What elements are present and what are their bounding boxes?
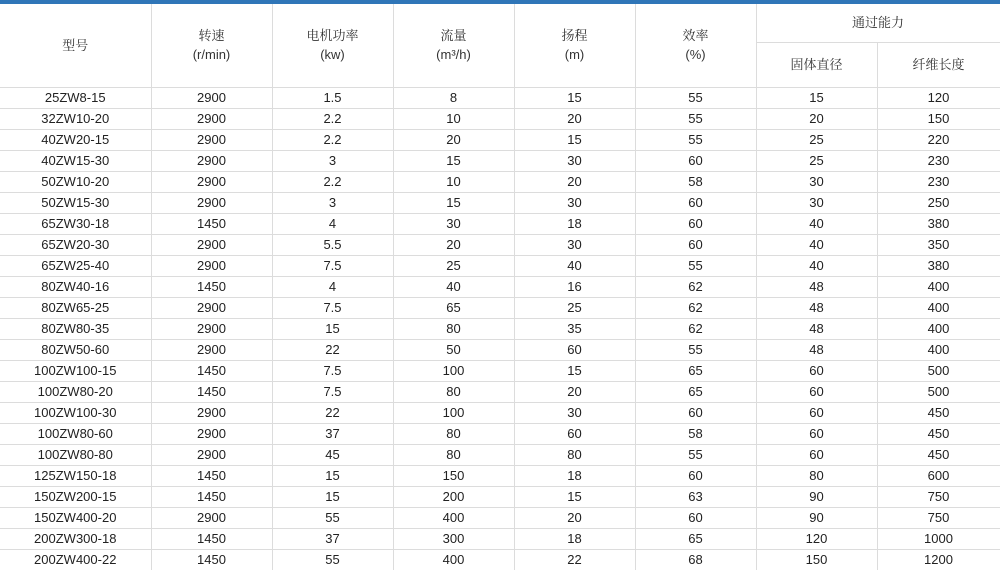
table-cell: 120 [756, 528, 877, 549]
table-cell: 32ZW10-20 [0, 108, 151, 129]
table-cell: 2900 [151, 129, 272, 150]
table-cell: 100ZW100-15 [0, 360, 151, 381]
table-cell: 100ZW80-80 [0, 444, 151, 465]
column-header-unit: (r/min) [192, 47, 231, 63]
table-row [0, 465, 1000, 486]
table-cell: 25 [393, 255, 514, 276]
table-row [0, 402, 1000, 423]
table-cell: 65 [635, 381, 756, 402]
table-cell: 40ZW20-15 [0, 129, 151, 150]
table-cell: 100ZW80-60 [0, 423, 151, 444]
table-cell: 50ZW15-30 [0, 192, 151, 213]
table-cell: 1450 [151, 276, 272, 297]
table-cell: 7.5 [272, 255, 393, 276]
table-cell: 2900 [151, 423, 272, 444]
table-cell: 55 [635, 444, 756, 465]
table-cell: 60 [756, 444, 877, 465]
table-cell: 100ZW80-20 [0, 381, 151, 402]
table-cell: 50ZW10-20 [0, 171, 151, 192]
table-header [0, 4, 1000, 87]
column-header-motor-power [272, 4, 393, 87]
table-cell: 5.5 [272, 234, 393, 255]
table-cell: 25ZW8-15 [0, 87, 151, 108]
table-cell: 40 [756, 213, 877, 234]
table-cell: 37 [272, 423, 393, 444]
table-cell: 40 [514, 255, 635, 276]
table-cell: 2.2 [272, 171, 393, 192]
table-row [0, 444, 1000, 465]
table-cell: 65 [635, 528, 756, 549]
table-cell: 60 [635, 234, 756, 255]
column-header-label: 转速 [198, 28, 225, 44]
table-cell: 100 [393, 402, 514, 423]
table-row [0, 297, 1000, 318]
table-cell: 58 [635, 171, 756, 192]
table-cell: 40 [756, 255, 877, 276]
table-cell: 1200 [877, 549, 1000, 570]
column-header-flow [393, 4, 514, 87]
table-cell: 2900 [151, 255, 272, 276]
table-cell: 400 [393, 507, 514, 528]
table-cell: 230 [877, 171, 1000, 192]
table-cell: 1000 [877, 528, 1000, 549]
table-cell: 2.2 [272, 108, 393, 129]
table-cell: 100 [393, 360, 514, 381]
table-cell: 200ZW300-18 [0, 528, 151, 549]
table-cell: 60 [635, 402, 756, 423]
table-cell: 30 [514, 234, 635, 255]
table-cell: 7.5 [272, 360, 393, 381]
table-cell: 30 [514, 192, 635, 213]
column-header-head [514, 4, 635, 87]
table-cell: 60 [635, 465, 756, 486]
table-cell: 48 [756, 318, 877, 339]
table-cell: 100ZW100-30 [0, 402, 151, 423]
table-cell: 400 [877, 339, 1000, 360]
table-cell: 150 [877, 108, 1000, 129]
table-cell: 60 [635, 192, 756, 213]
table-cell: 7.5 [272, 381, 393, 402]
column-group-header-passing-capacity: 通过能力 [756, 4, 1000, 42]
table-cell: 4 [272, 276, 393, 297]
table-cell: 2900 [151, 507, 272, 528]
table-cell: 55 [272, 549, 393, 570]
header-row-top [0, 4, 1000, 42]
table-cell: 15 [514, 360, 635, 381]
column-header-model [0, 4, 151, 87]
column-header-unit: (kw) [320, 47, 345, 63]
table-cell: 380 [877, 213, 1000, 234]
table-row [0, 129, 1000, 150]
table-cell: 60 [635, 213, 756, 234]
table-cell: 60 [756, 360, 877, 381]
table-cell: 20 [514, 381, 635, 402]
table-cell: 60 [756, 381, 877, 402]
table-cell: 60 [635, 150, 756, 171]
table-cell: 2900 [151, 318, 272, 339]
table-cell: 30 [514, 150, 635, 171]
table-cell: 30 [756, 171, 877, 192]
table-cell: 15 [272, 318, 393, 339]
table-cell: 25 [514, 297, 635, 318]
table-cell: 55 [272, 507, 393, 528]
table-cell: 230 [877, 150, 1000, 171]
table-cell: 450 [877, 444, 1000, 465]
table-cell: 80ZW50-60 [0, 339, 151, 360]
table-cell: 750 [877, 486, 1000, 507]
table-cell: 55 [635, 108, 756, 129]
table-cell: 25 [756, 129, 877, 150]
table-cell: 62 [635, 276, 756, 297]
table-cell: 80 [514, 444, 635, 465]
column-header-label: 型号 [62, 37, 89, 53]
table-cell: 120 [877, 87, 1000, 108]
table-cell: 2900 [151, 297, 272, 318]
table-cell: 15 [393, 150, 514, 171]
table-cell: 18 [514, 528, 635, 549]
table-cell: 25 [756, 150, 877, 171]
table-cell: 400 [393, 549, 514, 570]
table-cell: 80 [393, 318, 514, 339]
table-cell: 80 [393, 381, 514, 402]
table-cell: 1450 [151, 381, 272, 402]
table-cell: 15 [514, 129, 635, 150]
table-row [0, 549, 1000, 570]
table-cell: 80 [393, 423, 514, 444]
table-cell: 400 [877, 297, 1000, 318]
table-cell: 1450 [151, 549, 272, 570]
table-cell: 2900 [151, 402, 272, 423]
table-cell: 1450 [151, 465, 272, 486]
table-cell: 150 [393, 465, 514, 486]
table-row [0, 171, 1000, 192]
table-cell: 20 [514, 108, 635, 129]
table-row [0, 150, 1000, 171]
table-cell: 55 [635, 339, 756, 360]
table-cell: 250 [877, 192, 1000, 213]
table-cell: 20 [393, 129, 514, 150]
table-cell: 22 [272, 402, 393, 423]
table-row [0, 87, 1000, 108]
table-cell: 18 [514, 465, 635, 486]
table-cell: 62 [635, 318, 756, 339]
table-cell: 350 [877, 234, 1000, 255]
table-cell: 125ZW150-18 [0, 465, 151, 486]
pump-spec-table [0, 4, 1000, 570]
table-cell: 500 [877, 360, 1000, 381]
table-cell: 80 [756, 465, 877, 486]
table-cell: 40ZW15-30 [0, 150, 151, 171]
column-header-fiber-length: 纤维长度 [877, 42, 1000, 87]
table-cell: 20 [393, 234, 514, 255]
table-cell: 15 [272, 486, 393, 507]
table-cell: 2.2 [272, 129, 393, 150]
table-row [0, 192, 1000, 213]
table-cell: 450 [877, 423, 1000, 444]
column-header-unit: (m³/h) [436, 47, 471, 63]
table-row [0, 486, 1000, 507]
table-cell: 80ZW80-35 [0, 318, 151, 339]
table-cell: 65 [393, 297, 514, 318]
table-cell: 60 [514, 339, 635, 360]
table-cell: 18 [514, 213, 635, 234]
table-cell: 2900 [151, 150, 272, 171]
table-cell: 80ZW65-25 [0, 297, 151, 318]
table-cell: 750 [877, 507, 1000, 528]
table-cell: 60 [756, 402, 877, 423]
table-cell: 30 [393, 213, 514, 234]
table-cell: 2900 [151, 192, 272, 213]
table-cell: 22 [272, 339, 393, 360]
table-cell: 80 [393, 444, 514, 465]
table-cell: 37 [272, 528, 393, 549]
table-cell: 60 [756, 423, 877, 444]
table-row [0, 423, 1000, 444]
table-row [0, 255, 1000, 276]
table-cell: 200ZW400-22 [0, 549, 151, 570]
table-cell: 500 [877, 381, 1000, 402]
table-cell: 600 [877, 465, 1000, 486]
table-cell: 68 [635, 549, 756, 570]
column-header-unit: (%) [685, 47, 706, 63]
table-cell: 80ZW40-16 [0, 276, 151, 297]
table-cell: 50 [393, 339, 514, 360]
table-cell: 1450 [151, 213, 272, 234]
table-cell: 58 [635, 423, 756, 444]
table-cell: 380 [877, 255, 1000, 276]
table-cell: 20 [514, 171, 635, 192]
table-cell: 90 [756, 507, 877, 528]
table-cell: 15 [272, 465, 393, 486]
table-cell: 20 [514, 507, 635, 528]
table-cell: 35 [514, 318, 635, 339]
table-cell: 15 [756, 87, 877, 108]
table-cell: 15 [514, 486, 635, 507]
table-row [0, 318, 1000, 339]
table-cell: 30 [756, 192, 877, 213]
table-cell: 65 [635, 360, 756, 381]
table-cell: 65ZW30-18 [0, 213, 151, 234]
table-cell: 65ZW25-40 [0, 255, 151, 276]
table-cell: 2900 [151, 339, 272, 360]
table-cell: 16 [514, 276, 635, 297]
table-cell: 62 [635, 297, 756, 318]
table-body [0, 87, 1000, 570]
table-cell: 22 [514, 549, 635, 570]
table-cell: 200 [393, 486, 514, 507]
table-cell: 55 [635, 255, 756, 276]
table-cell: 8 [393, 87, 514, 108]
table-cell: 48 [756, 297, 877, 318]
column-header-label: 效率 [682, 28, 709, 44]
table-cell: 220 [877, 129, 1000, 150]
table-cell: 20 [756, 108, 877, 129]
table-cell: 1.5 [272, 87, 393, 108]
table-cell: 2900 [151, 171, 272, 192]
table-cell: 1450 [151, 528, 272, 549]
table-cell: 40 [756, 234, 877, 255]
table-cell: 400 [877, 318, 1000, 339]
table-cell: 65ZW20-30 [0, 234, 151, 255]
column-header-solid-diameter: 固体直径 [756, 42, 877, 87]
table-cell: 300 [393, 528, 514, 549]
column-header-speed [151, 4, 272, 87]
table-cell: 1450 [151, 360, 272, 381]
table-cell: 10 [393, 171, 514, 192]
table-cell: 3 [272, 192, 393, 213]
table-cell: 450 [877, 402, 1000, 423]
table-row [0, 507, 1000, 528]
column-header-label: 流量 [440, 28, 467, 44]
table-cell: 2900 [151, 87, 272, 108]
table-row [0, 360, 1000, 381]
table-cell: 63 [635, 486, 756, 507]
table-cell: 30 [514, 402, 635, 423]
table-row [0, 234, 1000, 255]
table-row [0, 528, 1000, 549]
table-cell: 3 [272, 150, 393, 171]
column-header-label: 电机功率 [306, 28, 359, 44]
table-cell: 40 [393, 276, 514, 297]
table-cell: 150ZW200-15 [0, 486, 151, 507]
table-cell: 1450 [151, 486, 272, 507]
table-cell: 90 [756, 486, 877, 507]
table-cell: 55 [635, 129, 756, 150]
column-header-efficiency [635, 4, 756, 87]
table-cell: 60 [635, 507, 756, 528]
table-cell: 60 [514, 423, 635, 444]
table-cell: 400 [877, 276, 1000, 297]
table-cell: 150ZW400-20 [0, 507, 151, 528]
column-header-unit: (m) [564, 47, 585, 63]
table-cell: 7.5 [272, 297, 393, 318]
table-row [0, 108, 1000, 129]
table-cell: 15 [514, 87, 635, 108]
table-cell: 48 [756, 276, 877, 297]
table-cell: 55 [635, 87, 756, 108]
table-cell: 48 [756, 339, 877, 360]
column-header-label: 扬程 [561, 28, 588, 44]
table-cell: 15 [393, 192, 514, 213]
table-cell: 10 [393, 108, 514, 129]
table-cell: 2900 [151, 108, 272, 129]
table-cell: 2900 [151, 444, 272, 465]
table-cell: 45 [272, 444, 393, 465]
table-row [0, 381, 1000, 402]
table-cell: 2900 [151, 234, 272, 255]
table-cell: 4 [272, 213, 393, 234]
table-row [0, 213, 1000, 234]
table-cell: 150 [756, 549, 877, 570]
table-row [0, 339, 1000, 360]
table-row [0, 276, 1000, 297]
